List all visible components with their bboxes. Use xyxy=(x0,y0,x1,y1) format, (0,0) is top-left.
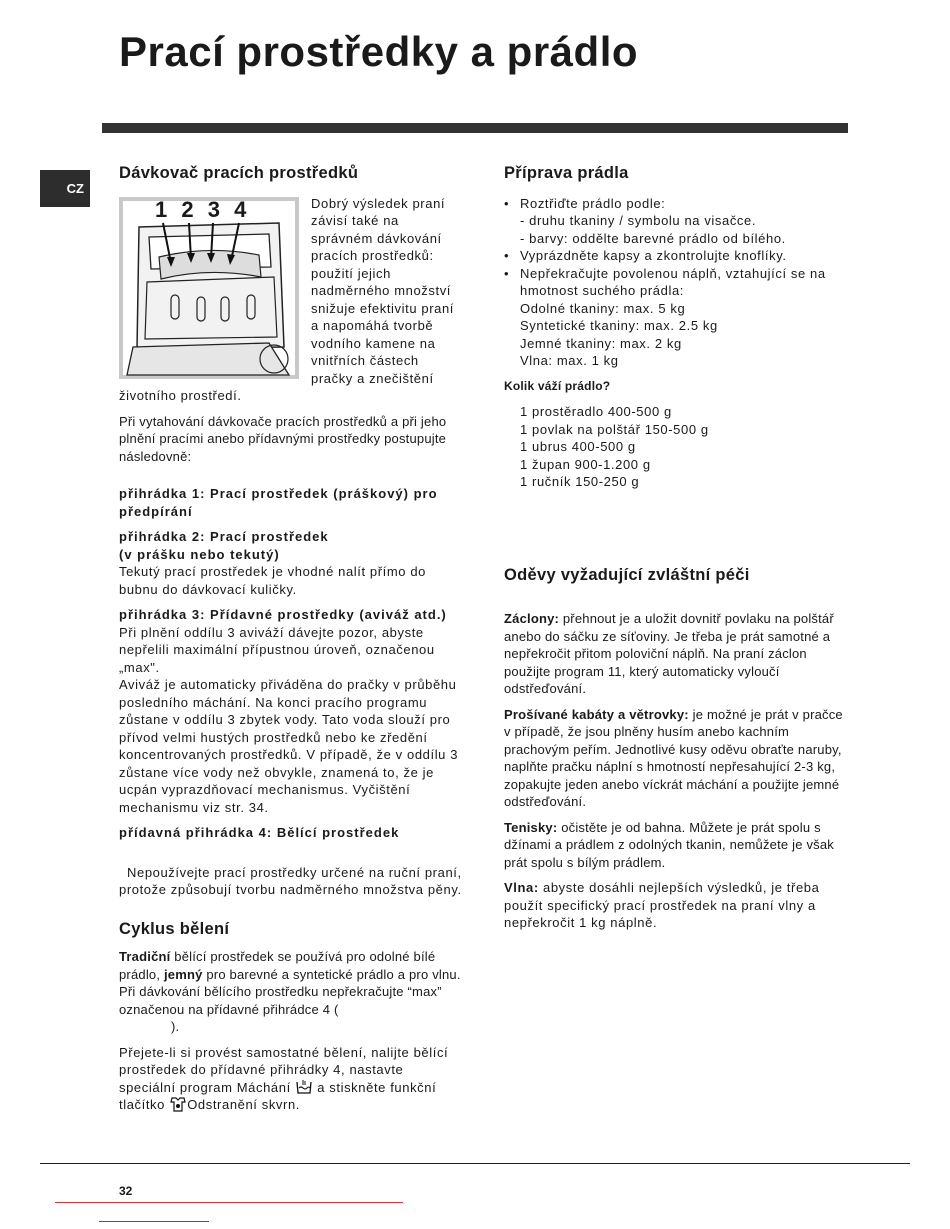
handwash-warning: Nepoužívejte prací prostředky určené na ruční praní, protože způsobují tvorbu nadměrného množstva pěny. xyxy=(119,864,462,897)
page-number: 32 xyxy=(119,1184,133,1198)
stain-removal-icon xyxy=(169,1096,187,1112)
quilted-paragraph: Prošívané kabáty a větrovky: je možné je prát v pračce v případě, že jsou plněny husím anebo kachním prachovým peřím. Jednotlivé kusy oděvu obraťte naruby, naplňte pračku náplní s hmotností nepřesahující 2-3 kg, zopakujte jeden anebo víckrát máchání a použijte jemné odstřeďování. xyxy=(504,706,843,809)
figure-number-1: 1 xyxy=(155,196,172,222)
sneakers-paragraph: Tenisky: očistěte je od bahna. Můžete je prát spolu s džínami a prádlem z odolných tkanin, nemůžete je však prát spolu s bílým prádlem. xyxy=(504,819,834,870)
compartment-3 xyxy=(119,606,464,816)
right-column xyxy=(504,165,849,940)
weight-list xyxy=(504,403,849,491)
weight-heading: Kolik váží prádlo? xyxy=(504,378,611,393)
compartment-4-title: přídavná přihrádka 4: Bělící prostředek xyxy=(119,825,400,840)
rinse-program-icon xyxy=(295,1079,313,1095)
bleach-paragraph-2: Přejete-li si provést samostatné bělení, nalijte bělící prostředek do přídavné přihrádky 4, nastavte speciální program Máchání a stiskněte funkční tlačítko Odstranění skvrn. xyxy=(119,1044,449,1112)
dispenser-heading: Dávkovač pracích prostředků xyxy=(119,164,359,182)
compartment-2-title: přihrádka 2: Prací prostředek xyxy=(119,529,329,544)
footer-red-rule xyxy=(55,1202,403,1203)
list-item: 1 ubrus 400-500 g xyxy=(520,439,636,454)
list-item: • Vyprázdněte kapsy a zkontrolujte knoflíky. xyxy=(504,247,849,265)
footer-blue-rule xyxy=(99,1221,209,1222)
figure-number-4: 4 xyxy=(234,196,251,222)
footer-divider xyxy=(40,1163,910,1164)
list-item: 1 župan 900-1.200 g xyxy=(520,456,651,472)
compartment-3-title: přihrádka 3: Přídavné prostředky (aviváž atd.) xyxy=(119,607,447,622)
dispenser-instructions: Při vytahování dávkovače pracích prostředků a při jeho plnění pracími anebo přídavnými prostředky postupujte následovně: xyxy=(119,413,447,464)
dispenser-illustration xyxy=(119,197,299,379)
bleach-heading: Cyklus bělení xyxy=(119,919,230,938)
figure-number-2: 2 xyxy=(181,196,198,222)
dispenser-intro: Dobrý výsledek praní závisí také na správném dávkování pracích prostředků: použití jejich nadměrného množství snižuje efektivitu praní a napomáhá tvorbě vodního kamene na vnitřních částech pračky a znečištění životního prostředí. xyxy=(119,195,455,403)
left-column xyxy=(119,165,464,1122)
title-divider xyxy=(102,123,848,133)
laundry-prep-heading: Příprava prádla xyxy=(504,164,629,182)
list-item: 1 prostěradlo 400-500 g xyxy=(520,404,672,419)
page-title: Prací prostředky a prádlo xyxy=(119,28,639,75)
bleach-paragraph-1: Tradiční bělící prostředek se používá pro odolné bílé prádlo, jemný pro barevné a syntetické prádlo a pro vlnu. Při dávkování bělícího prostředku nepřekračujte “max” označenou na přídavné přihrádce 4 ( ). xyxy=(119,949,461,1034)
compartment-2-subtitle: (v prášku nebo tekutý) xyxy=(119,546,280,562)
compartment-2 xyxy=(119,528,464,598)
curtains-paragraph: Záclony: přehnout je a uložit dovnitř povlaku na polštář anebo do sáčku ze síťoviny. Je třeba je prát samotné a nepřekročit přitom poloviční náplň. Na praní záclon použijte program 11, který automaticky vyloučí odstřeďování. xyxy=(504,611,834,696)
compartment-3-text-2: Aviváž je automaticky přiváděna do pračky v průběhu posledního máchání. Na konci pracího programu zůstane v oddílu 3 zbytek vody. Tato voda slouží pro přívod velmi hustých prostředků nebo ke zředění koncentrovaných prostředků. V případě, že v oddílu 3 zůstane více vody než obvykle, znamená to, že je ucpán vyprazdňovací mechanismus. Vyčištění mechanismu viz str. 34. xyxy=(119,677,459,815)
figure-number-3: 3 xyxy=(207,196,224,222)
wool-paragraph: Vlna: abyste dosáhli nejlepších výsledků, je třeba použít specifický prací prostředek na praní vlny a nepřekročit 1 kg náplně. xyxy=(504,880,820,930)
list-item: • Roztřiďte prádlo podle: - druhu tkaniny / symbolu na visačce. - barvy: oddělte barevné prádlo od bílého. xyxy=(504,195,849,248)
compartment-3-text-1: Při plnění oddílu 3 aviváží dávejte pozor, abyste nepřelili maximální přípustnou úroveň, označenou „max". xyxy=(119,624,435,675)
figure-numbers xyxy=(155,196,251,222)
compartment-1-title: přihrádka 1: Prací prostředek (práškový) pro předpírání xyxy=(119,486,438,519)
list-item: • Nepřekračujte povolenou náplň, vztahující se na hmotnost suchého prádla: Odolné tkaniny: max. 5 kg Syntetické tkaniny: max. 2.5 kg Jemné tkaniny: max. 2 kg Vlna: max. 1 kg xyxy=(504,265,849,370)
compartment-2-text: Tekutý prací prostředek je vhodné nalít přímo do bubnu do dávkovací kuličky. xyxy=(119,564,427,597)
list-item: 1 povlak na polštář 150-500 g xyxy=(520,421,709,437)
language-tab: CZ xyxy=(40,170,90,207)
list-item: 1 ručník 150-250 g xyxy=(520,474,640,489)
laundry-prep-list xyxy=(504,195,849,370)
special-care-heading: Oděvy vyžadující zvláštní péči xyxy=(504,565,750,584)
